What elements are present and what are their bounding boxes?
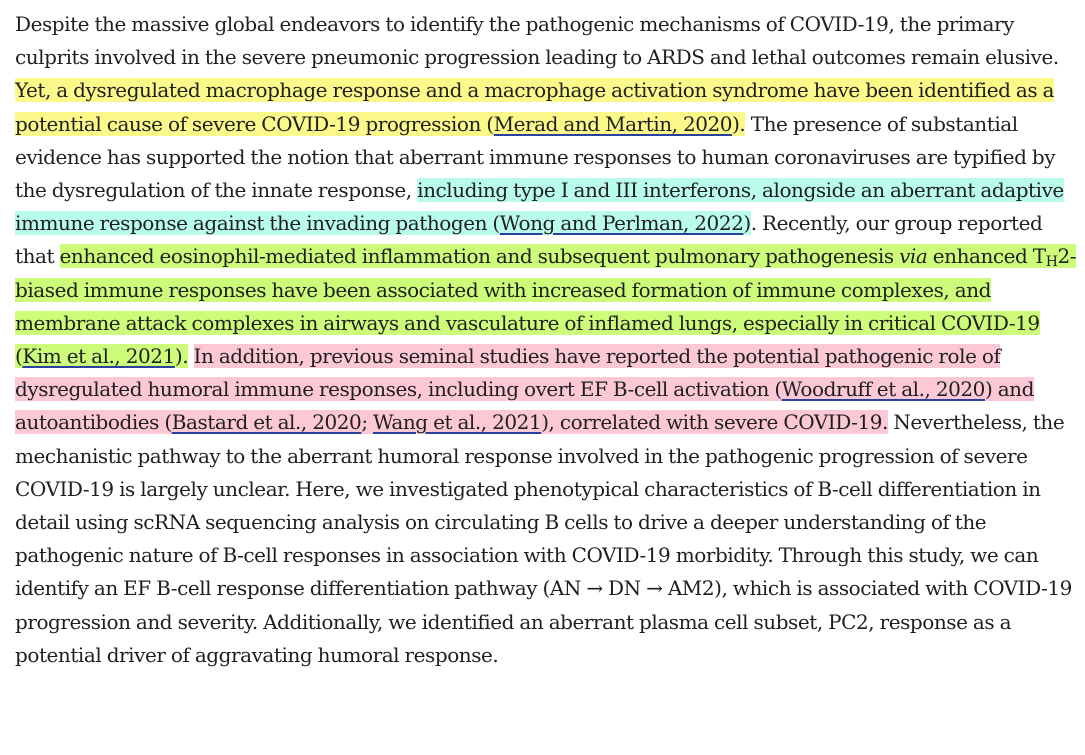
citation-wang[interactable]: Wang et al., 2021 bbox=[373, 410, 542, 435]
citation-kim[interactable]: Kim et al., 2021 bbox=[22, 344, 175, 369]
highlight-green-end: ). bbox=[174, 344, 189, 369]
citation-wong-perlman[interactable]: Wong and Perlman, 2022 bbox=[499, 211, 744, 236]
highlight-cyan-end: ) bbox=[743, 211, 751, 236]
highlight-green-text-b: enhanced T bbox=[927, 244, 1046, 269]
highlight-pink-text-a: In addition, previous seminal studies have reported the potential pathogenic role of dysregulated humoral immune responses, including overt EF B-cell activation ( bbox=[15, 344, 1001, 402]
highlight-green-via: via bbox=[899, 244, 928, 269]
highlight-green-text-a: enhanced eosinophil-mediated inflammation and subsequent pulmonary pathogenesis bbox=[59, 244, 900, 269]
highlight-yellow-text: Yet, a dysregulated macrophage response and a macrophage activation syndrome have been identified as a potential cause of severe COVID-19 progression ( bbox=[15, 78, 1055, 136]
body-paragraph bbox=[15, 8, 1077, 672]
citation-woodruff[interactable]: Woodruff et al., 2020 bbox=[781, 377, 985, 402]
highlight-pink-text-c: ; bbox=[361, 410, 374, 435]
th-subscript: H bbox=[1045, 254, 1058, 271]
citation-merad-martin[interactable]: Merad and Martin, 2020 bbox=[493, 111, 733, 136]
highlight-cyan-text: including type I and III interferons, alongside an aberrant adaptive immune response against the invading pathogen ( bbox=[15, 178, 1064, 236]
sentence-recently: . Recently, our group reported that bbox=[15, 211, 1043, 269]
sentence-conclusion: Nevertheless, the mechanistic pathway to the aberrant humoral response involved in the pathogenic progression of severe COVID-19 is largely unclear. Here, we investigated phenotypical characteristics of B-cell differentiation in detail using scRNA sequencing analysis on circulating B cells to drive a deeper understanding of the pathogenic nature of B-cell responses in association with COVID-19 morbidity. Through this study, we can identify an EF B-cell response differentiation pathway (AN → DN → AM2), which is associated with COVID-19 progression and severity. Additionally, we identified an aberrant plasma cell subset, PC2, response as a potential driver of aggravating humoral response. bbox=[15, 410, 1072, 667]
highlight-yellow-end: ). bbox=[732, 111, 746, 136]
sentence-evidence: The presence of substantial evidence has supported the notion that aberrant immune responses to human coronaviruses are typified by the dysregulation of the innate response, bbox=[15, 111, 1056, 203]
highlight-pink-text-b: ) and autoantibodies ( bbox=[15, 377, 1034, 435]
sentence-intro: Despite the massive global endeavors to identify the pathogenic mechanisms of COVID-19, the primary culprits involved in the severe pneumonic progression leading to ARDS and lethal outcomes remain elusive. bbox=[15, 12, 1059, 70]
highlight-pink-text-d: ), correlated with severe COVID-19. bbox=[541, 410, 888, 435]
highlight-green-text-c: 2-biased immune responses have been associated with increased formation of immune complexes, and membrane attack complexes in airways and vasculature of inflamed lungs, especially in critical COVID-19 ( bbox=[15, 244, 1077, 369]
citation-bastard[interactable]: Bastard et al., 2020 bbox=[171, 410, 362, 435]
